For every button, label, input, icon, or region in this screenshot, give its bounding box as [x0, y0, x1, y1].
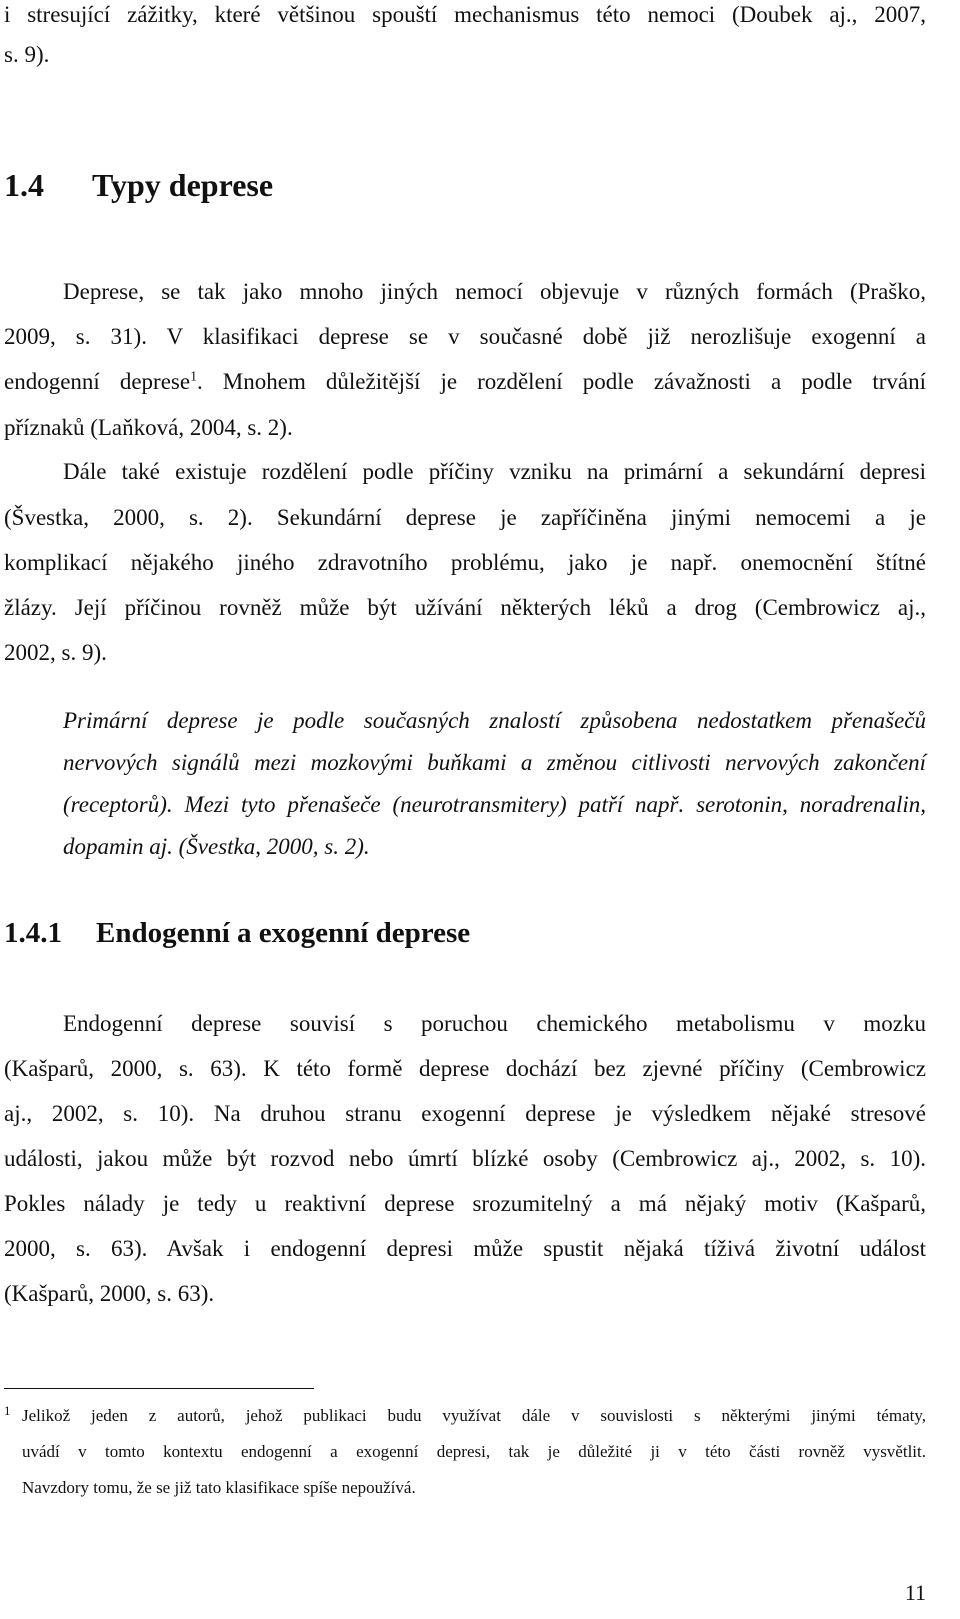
footnote-line: Jelikož jeden z autorů, jehož publikaci budu využívat dále v souvislosti s některými jinými tématy, — [22, 1406, 926, 1425]
section-title: Typy deprese — [92, 167, 274, 203]
text-line — [4, 367, 926, 397]
footnote-line: Navzdory tomu, že se již tato klasifikace spíše nepoužívá. — [22, 1478, 416, 1497]
text-line: Primární deprese je podle současných znalostí způsobena nedostatkem přenašečů — [63, 708, 926, 733]
subsection-number: 1.4.1 — [4, 917, 62, 949]
text-line: s. 9). — [4, 42, 50, 67]
footnote-mark: 1 — [4, 1403, 11, 1418]
section-heading — [4, 165, 273, 205]
text-line: Endogenní deprese souvisí s poruchou chemického metabolismu v mozku — [63, 1011, 926, 1036]
text-line: Dále také existuje rozdělení podle příčiny vzniku na primární a sekundární depresi — [63, 459, 926, 484]
text-line: (receptorů). Mezi tyto přenašeče (neurotransmitery) patří např. serotonin, noradrenalin, — [63, 792, 926, 817]
text-line: 2002, s. 9). — [4, 640, 107, 665]
text-line: (Kašparů, 2000, s. 63). K této formě deprese dochází bez zjevné příčiny (Cembrowicz — [4, 1056, 926, 1081]
footnote-line: uvádí v tomto kontextu endogenní a exogenní depresi, tak je důležité ji v této části rovněž vysvětlit. — [22, 1442, 926, 1461]
text-line: příznaků (Laňková, 2004, s. 2). — [4, 415, 293, 440]
text-line: (Kašparů, 2000, s. 63). — [4, 1281, 215, 1306]
footnote-reference: 1 — [190, 368, 197, 384]
text-line: 2009, s. 31). V klasifikaci deprese se v současné době již nerozlišuje exogenní a — [4, 324, 926, 349]
subsection-title: Endogenní a exogenní deprese — [96, 917, 471, 949]
page-number: 11 — [904, 1580, 926, 1605]
text-line: (Švestka, 2000, s. 2). Sekundární deprese je zapříčiněna jinými nemocemi a je — [4, 505, 926, 530]
text-line: komplikací nějakého jiného zdravotního problému, jako je např. onemocnění štítné — [4, 550, 926, 575]
text-line: Deprese, se tak jako mnoho jiných nemocí objevuje v různých formách (Praško, — [63, 279, 926, 304]
text-line: události, jakou může být rozvod nebo úmrtí blízké osoby (Cembrowicz aj., 2002, s. 10). — [4, 1146, 926, 1171]
footnote-separator — [4, 1388, 314, 1389]
text-span: . Mnohem důležitější je rozdělení podle závažnosti a podle trvání — [197, 369, 927, 394]
text-line: Pokles nálady je tedy u reaktivní deprese srozumitelný a má nějaký motiv (Kašparů, — [4, 1191, 926, 1216]
text-span: endogenní deprese — [4, 369, 191, 394]
subsection-heading — [4, 915, 470, 951]
text-line: i stresující zážitky, které většinou spouští mechanismus této nemoci (Doubek aj., 2007, — [4, 2, 926, 27]
section-number: 1.4 — [4, 167, 44, 203]
text-line: 2000, s. 63). Avšak i endogenní depresi může spustit nějaká tíživá životní událost — [4, 1236, 926, 1261]
text-line: nervových signálů mezi mozkovými buňkami a změnou citlivosti nervových zakončení — [63, 750, 926, 775]
text-line: žlázy. Její příčinou rovněž může být užívání některých léků a drog (Cembrowicz aj., — [4, 595, 926, 620]
text-line: aj., 2002, s. 10). Na druhou stranu exogenní deprese je výsledkem nějaké stresové — [4, 1101, 926, 1126]
text-line: dopamin aj. (Švestka, 2000, s. 2). — [63, 834, 370, 859]
